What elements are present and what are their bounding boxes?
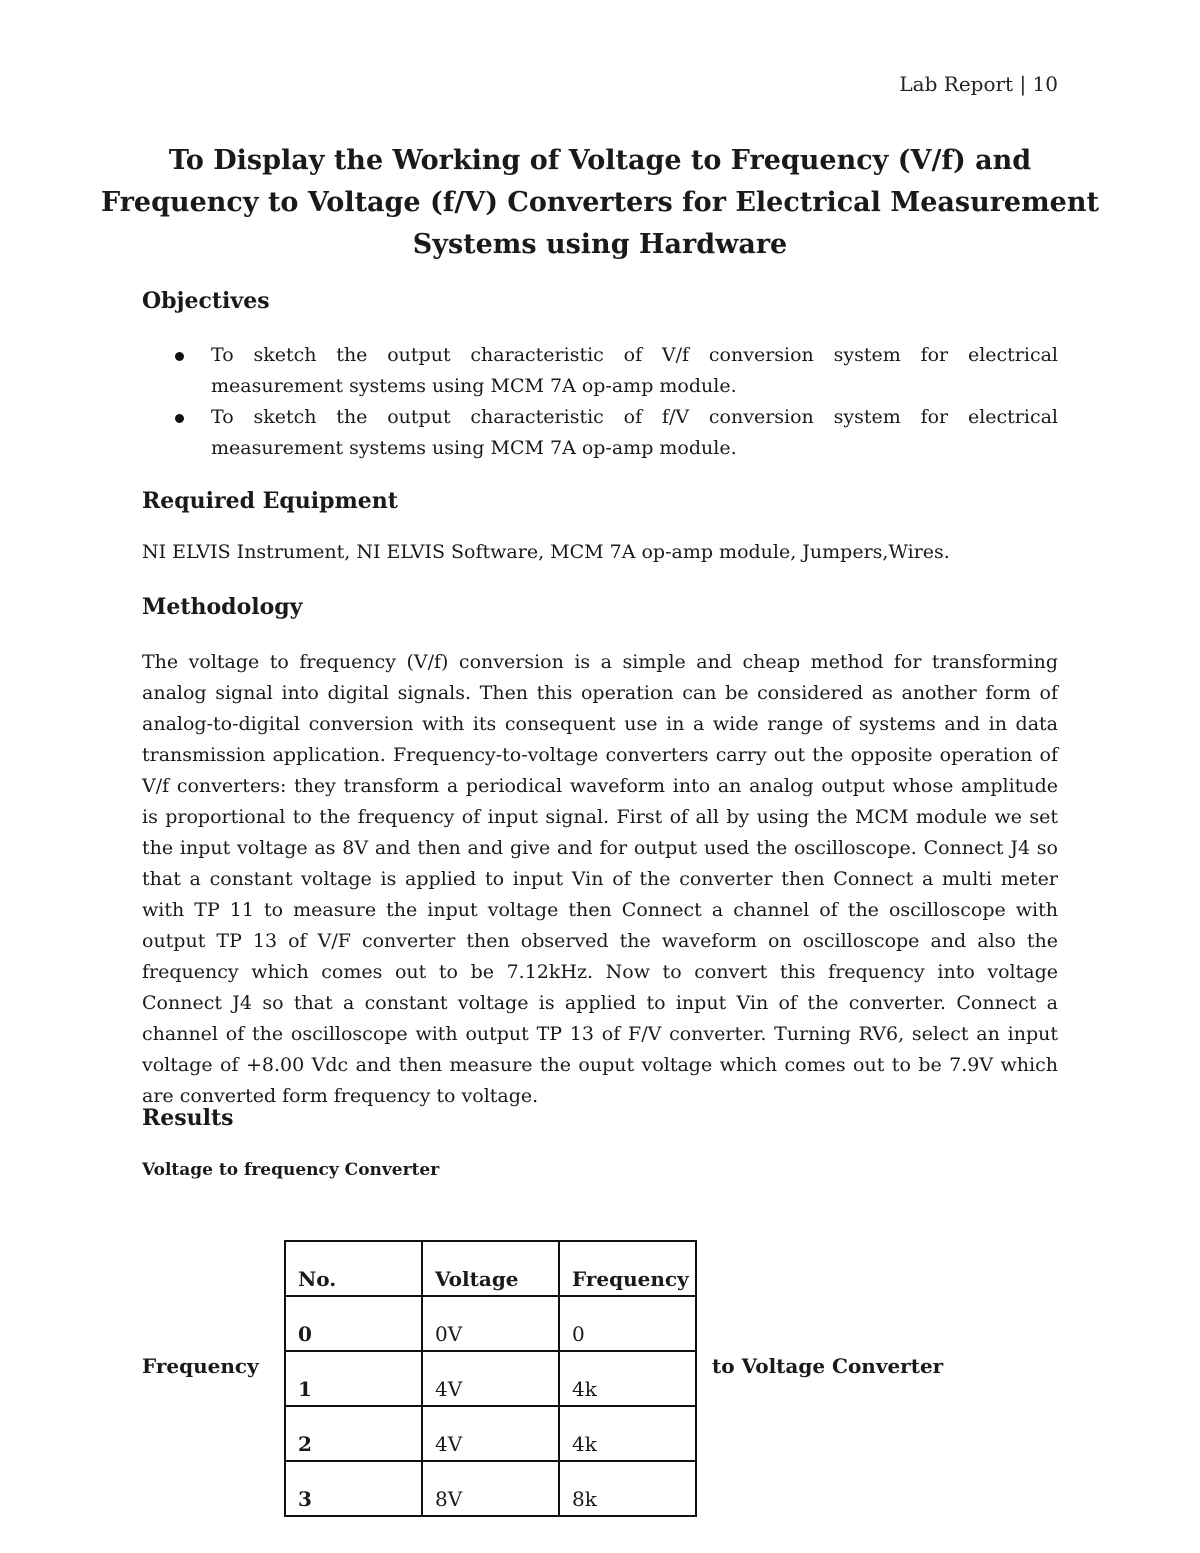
title-line-1: To Display the Working of Voltage to Frequency (V/f) and (168, 145, 1032, 176)
table-row (285, 1296, 696, 1351)
list-item (142, 402, 1058, 464)
table-cell: 4V (422, 1406, 559, 1461)
table-header-cell: Frequency (559, 1241, 696, 1296)
page-header: Lab Report | 10 (899, 72, 1058, 96)
fv-label-right: to Voltage Converter (712, 1354, 944, 1378)
equipment-heading: Required Equipment (142, 488, 398, 514)
table-cell: 8k (559, 1461, 696, 1516)
results-subheading: Voltage to frequency Converter (142, 1160, 440, 1180)
list-item (142, 340, 1058, 402)
title-line-2: Frequency to Voltage (f/V) Converters for Electrical Measurement (101, 187, 1099, 218)
document-title (100, 140, 1100, 266)
table-cell: 4V (422, 1351, 559, 1406)
title-line-3: Systems using Hardware (412, 229, 788, 260)
equipment-text: NI ELVIS Instrument, NI ELVIS Software, MCM 7A op-amp module, Jumpers,Wires. (142, 541, 950, 563)
objective-text: To sketch the output characteristic of V/f conversion system for electrical measurement systems using MCM 7A op-amp module. (211, 344, 1058, 397)
table-row (285, 1406, 696, 1461)
bullet-icon (175, 414, 184, 423)
fv-label-left: Frequency (142, 1354, 259, 1378)
table-header-row (285, 1241, 696, 1296)
results-heading: Results (142, 1105, 234, 1131)
table-cell: 4k (559, 1351, 696, 1406)
table-row (285, 1351, 696, 1406)
table-cell: 1 (285, 1351, 422, 1406)
results-table (284, 1240, 697, 1517)
methodology-heading: Methodology (142, 594, 303, 620)
methodology-text: The voltage to frequency (V/f) conversion is a simple and cheap method for transforming analog signal into digital signals. Then this operation can be considered as another form of analog-to-digital conversion with its consequent use in a wide range of systems and in data transmission application. Frequency-to-voltage converters carry out the opposite operation of V/f converters: they transform a periodical waveform into an analog output whose amplitude is proportional to the frequency of input signal. First of all by using the MCM module we set the input voltage as 8V and then and give and for output used the oscilloscope. Connect J4 so that a constant voltage is applied to input Vin of the converter then Connect a multi meter with TP 11 to measure the input voltage then Connect a channel of the oscilloscope with output TP 13 of V/F converter then observed the waveform on oscilloscope and also the frequency which comes out to be 7.12kHz. Now to convert this frequency into voltage Connect J4 so that a constant voltage is applied to input Vin of the converter. Connect a channel of the oscilloscope with output TP 13 of F/V converter. Turning RV6, select an input voltage of +8.00 Vdc and then measure the ouput voltage which comes out to be 7.9V which are converted form frequency to voltage. (142, 651, 1058, 1107)
table-cell: 2 (285, 1406, 422, 1461)
table-cell: 8V (422, 1461, 559, 1516)
table-cell: 0 (285, 1296, 422, 1351)
objectives-list (142, 340, 1058, 464)
table-cell: 4k (559, 1406, 696, 1461)
table-cell: 0 (559, 1296, 696, 1351)
table-row (285, 1461, 696, 1516)
table-header-cell: Voltage (422, 1241, 559, 1296)
table-cell: 0V (422, 1296, 559, 1351)
objective-text: To sketch the output characteristic of f/V conversion system for electrical measurement systems using MCM 7A op-amp module. (211, 406, 1058, 459)
bullet-icon (175, 352, 184, 361)
table-cell: 3 (285, 1461, 422, 1516)
table-header-cell: No. (285, 1241, 422, 1296)
objectives-heading: Objectives (142, 288, 270, 314)
